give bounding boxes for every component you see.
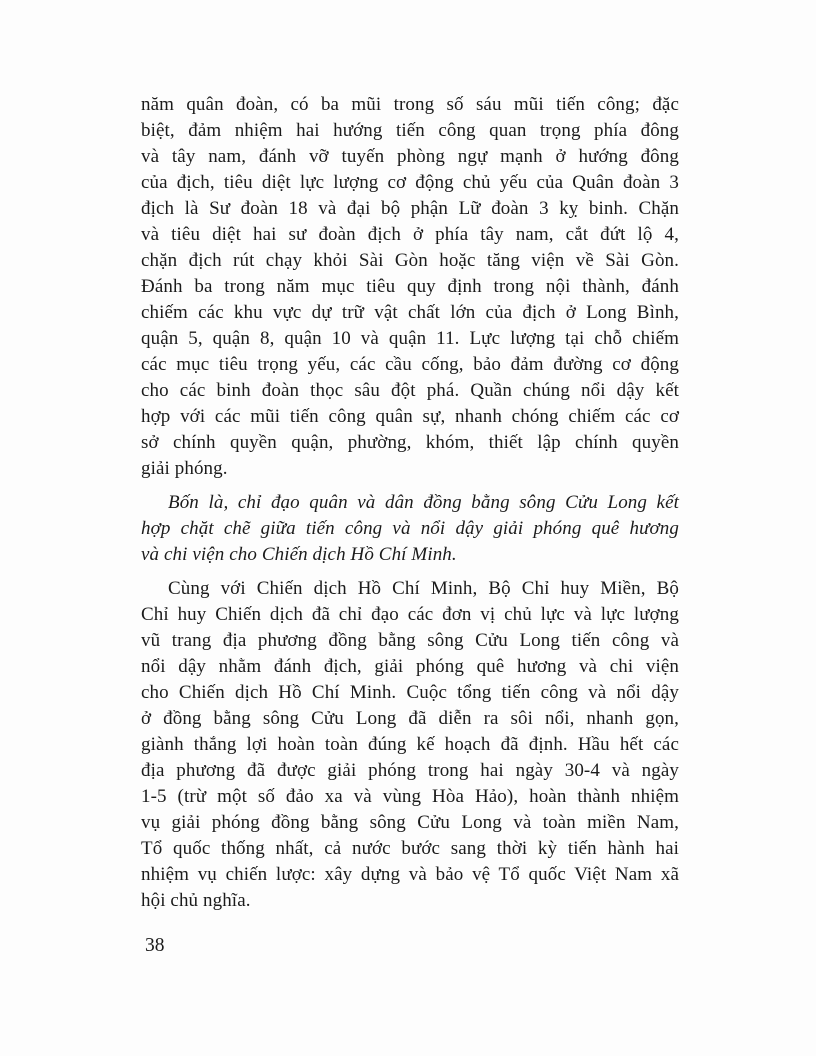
text-line: nổi dậy nhằm đánh địch, giải phóng quê hương và chi viện	[141, 656, 679, 677]
text-line: hội chủ nghĩa.	[141, 890, 251, 911]
text-line: và chi viện cho Chiến dịch Hồ Chí Minh.	[141, 544, 457, 565]
text-line: chiếm các khu vực dự trữ vật chất lớn của địch ở Long Bình,	[141, 302, 679, 323]
text-line: Đánh ba trong năm mục tiêu quy định trong nội thành, đánh	[141, 276, 679, 297]
text-line: Cùng với Chiến dịch Hồ Chí Minh, Bộ Chỉ huy Miền, Bộ	[168, 578, 679, 599]
text-line: hợp với các mũi tiến công quân sự, nhanh chóng chiếm các cơ	[141, 406, 679, 427]
text-line: chặn địch rút chạy khỏi Sài Gòn hoặc tăng viện về Sài Gòn.	[141, 250, 679, 271]
text-line: Tổ quốc thống nhất, cả nước bước sang thời kỳ tiến hành hai	[141, 838, 679, 859]
text-line: 1-5 (trừ một số đảo xa và vùng Hòa Hảo), hoàn thành nhiệm	[141, 786, 679, 807]
page-text	[141, 92, 679, 914]
text-line: biệt, đảm nhiệm hai hướng tiến công quan trọng phía đông	[141, 120, 679, 141]
text-line: Bốn là, chỉ đạo quân và dân đồng bằng sông Cửu Long kết	[168, 492, 679, 513]
page-number: 38	[145, 935, 165, 956]
text-line: địa phương đã được giải phóng trong hai ngày 30-4 và ngày	[141, 760, 679, 781]
text-line: giành thắng lợi hoàn toàn đúng kế hoạch đã định. Hầu hết các	[141, 734, 679, 755]
text-line: ở đồng bằng sông Cửu Long đã diễn ra sôi nổi, nhanh gọn,	[141, 708, 679, 729]
text-line: Chỉ huy Chiến dịch đã chỉ đạo các đơn vị chủ lực và lực lượng	[141, 604, 679, 625]
text-line: hợp chặt chẽ giữa tiến công và nổi dậy giải phóng quê hương	[141, 518, 679, 539]
text-line: và tiêu diệt hai sư đoàn địch ở phía tây nam, cắt đứt lộ 4,	[141, 224, 679, 245]
text-line: năm quân đoàn, có ba mũi trong số sáu mũi tiến công; đặc	[141, 94, 679, 115]
text-line: của địch, tiêu diệt lực lượng cơ động chủ yếu của Quân đoàn 3	[141, 172, 679, 193]
text-line: giải phóng.	[141, 458, 228, 479]
text-line: và tây nam, đánh vỡ tuyến phòng ngự mạnh ở hướng đông	[141, 146, 679, 167]
text-line: vụ giải phóng đồng bằng sông Cửu Long và toàn miền Nam,	[141, 812, 679, 833]
text-line: các mục tiêu trọng yếu, các cầu cống, bảo đảm đường cơ động	[141, 354, 679, 375]
paragraph	[141, 576, 679, 914]
text-line: địch là Sư đoàn 18 và đại bộ phận Lữ đoàn 3 kỵ binh. Chặn	[141, 198, 679, 219]
text-line: cho Chiến dịch Hồ Chí Minh. Cuộc tổng tiến công và nổi dậy	[141, 682, 679, 703]
text-line: quận 5, quận 8, quận 10 và quận 11. Lực lượng tại chỗ chiếm	[141, 328, 679, 349]
text-line: sở chính quyền quận, phường, khóm, thiết lập chính quyền	[141, 432, 679, 453]
paragraph	[141, 490, 679, 568]
text-line: cho các binh đoàn thọc sâu đột phá. Quần chúng nổi dậy kết	[141, 380, 679, 401]
text-line: vũ trang địa phương đồng bằng sông Cửu Long tiến công và	[141, 630, 679, 651]
text-line: nhiệm vụ chiến lược: xây dựng và bảo vệ Tổ quốc Việt Nam xã	[141, 864, 679, 885]
paragraph	[141, 92, 679, 482]
